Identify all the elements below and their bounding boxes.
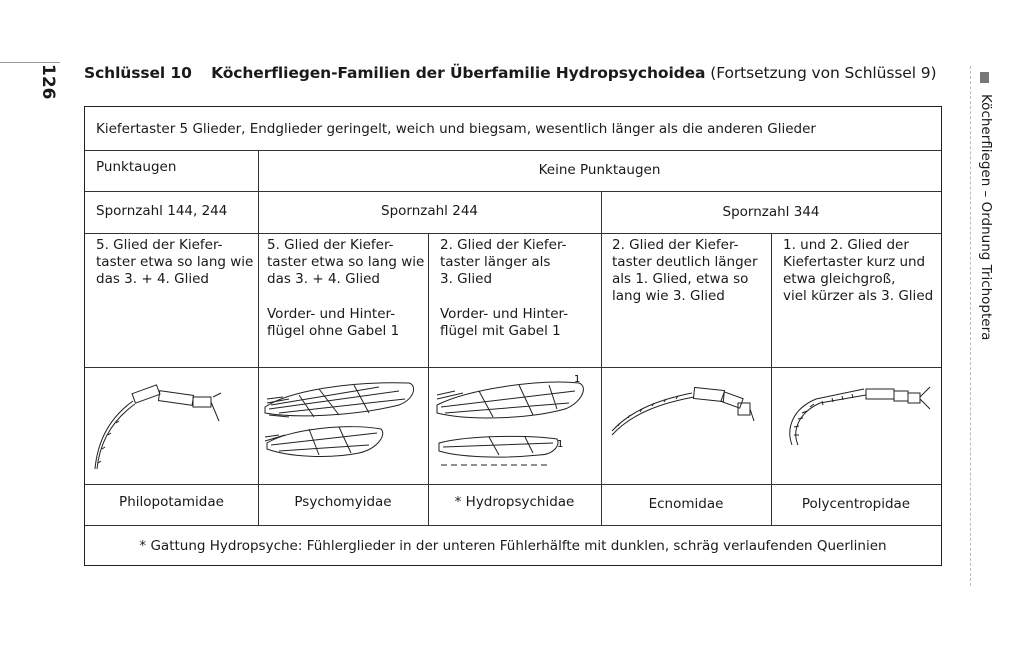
page-title [84,64,936,82]
palp-drawing-polycentropidae [772,369,941,483]
desc-line: das 3. + 4. Glied [267,271,380,287]
desc-line: flügel mit Gabel 1 [440,323,561,339]
rule [85,525,941,526]
desc-line: viel kürzer als 3. Glied [783,288,934,304]
desc-line: das 3. + 4. Glied [96,271,209,287]
desc-line: 5. Glied der Kiefer- [96,237,223,253]
margin-rule [0,62,60,63]
family-name-ecnomidae: Ecnomidae [648,496,724,512]
fork-label-forewing: 1 [574,374,581,385]
rule [85,233,941,234]
desc-line: taster etwa so lang wie [96,254,254,270]
spur-formula-b: Spornzahl 244 [381,203,478,219]
side-margin-rule [970,66,971,586]
desc-line: 3. Glied [440,271,493,287]
desc-line: taster deutlich länger [612,254,758,270]
desc-hydropsychidae [440,237,600,340]
family-name-polycentropidae: Polycentropidae [801,496,911,512]
desc-psychomyidae [267,237,427,340]
desc-polycentropidae [783,237,941,305]
key-title: Köcherfliegen-Familien der Überfamilie Hydropsychoidea [211,64,706,82]
rule [85,484,941,485]
key-label: Schlüssel 10 [84,64,192,82]
desc-line: Vorder- und Hinter- [267,306,396,322]
desc-line: 1. und 2. Glied der [783,237,909,253]
rule [85,367,941,368]
family-name-philopotamidae: Philopotamidae [119,494,224,510]
page-number: 126 [38,64,58,100]
desc-line: taster länger als [440,254,551,270]
desc-line: lang wie 3. Glied [612,288,725,304]
desc-line: 2. Glied der Kiefer- [440,237,567,253]
rule [85,150,941,151]
footnote: * Gattung Hydropsyche: Fühlerglieder in der unteren Fühlerhälfte mit dunklen, schräg verlaufenden Querlinien [139,538,887,554]
key-couplet-palp: Kiefertaster 5 Glieder, Endglieder geringelt, weich und biegsam, wesentlich länger als die anderen Glieder [96,121,816,137]
desc-line: 2. Glied der Kiefer- [612,237,739,253]
fork-label-hindwing: 1 [557,439,564,450]
wings-drawing-psychomyidae [259,369,428,483]
ocelli-absent: Keine Punktaugen [538,162,661,178]
desc-line: Vorder- und Hinter- [440,306,569,322]
desc-line: flügel ohne Gabel 1 [267,323,400,339]
side-running-title: Köcherfliegen – Ordnung Trichoptera [978,94,994,341]
desc-line: als 1. Glied, etwa so [612,271,749,287]
desc-ecnomidae [612,237,770,305]
spur-formula-c: Spornzahl 344 [722,204,820,220]
desc-philopotamidae [96,237,256,288]
palp-drawing-ecnomidae [602,369,771,483]
palp-drawing-philopotamidae [85,369,258,483]
desc-line: Kiefertaster kurz und [783,254,926,270]
key-subtitle: (Fortsetzung von Schlüssel 9) [710,64,937,82]
rule [85,191,941,192]
desc-line: taster etwa so lang wie [267,254,425,270]
spur-formula-a: Spornzahl 144, 244 [96,203,228,219]
ocelli-present: Punktaugen [96,159,177,175]
family-name-psychomyidae: Psychomyidae [294,494,392,510]
identification-key-table [84,106,942,566]
wings-drawing-hydropsychidae [429,369,601,483]
family-name-hydropsychidae: * Hydropsychidae [454,494,575,510]
desc-line: 5. Glied der Kiefer- [267,237,394,253]
desc-line: etwa gleichgroß, [783,271,896,287]
chapter-marker [980,72,989,83]
